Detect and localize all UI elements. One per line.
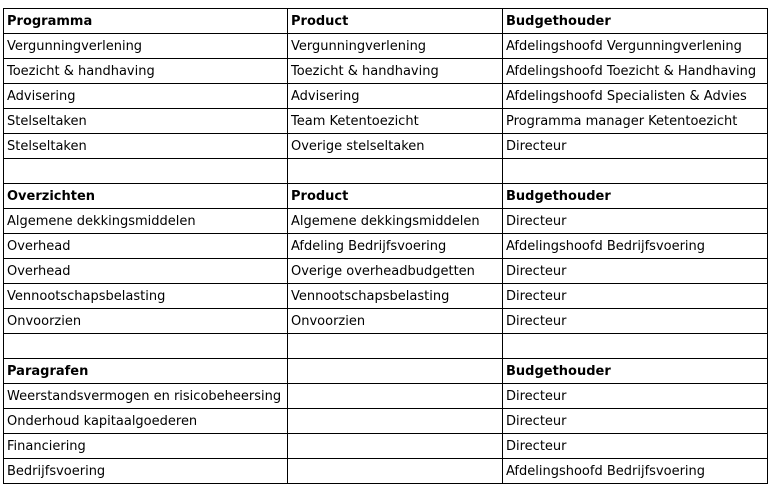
column-header: Budgethouder bbox=[503, 184, 768, 209]
section-header-row bbox=[4, 359, 768, 384]
program-cell: Stelseltaken bbox=[4, 134, 288, 159]
table-row bbox=[4, 309, 768, 334]
product-cell: Advisering bbox=[288, 84, 503, 109]
budgetholder-cell: Directeur bbox=[503, 384, 768, 409]
column-header: Budgethouder bbox=[503, 359, 768, 384]
table-row bbox=[4, 284, 768, 309]
product-cell: Afdeling Bedrijfsvoering bbox=[288, 234, 503, 259]
program-cell: Weerstandsvermogen en risicobeheersing bbox=[4, 384, 288, 409]
budgetholder-cell: Afdelingshoofd Specialisten & Advies bbox=[503, 84, 768, 109]
budgetholder-cell: Afdelingshoofd Toezicht & Handhaving bbox=[503, 59, 768, 84]
column-header bbox=[288, 359, 503, 384]
column-header: Product bbox=[288, 9, 503, 34]
program-cell: Vergunningverlening bbox=[4, 34, 288, 59]
program-cell: Algemene dekkingsmiddelen bbox=[4, 209, 288, 234]
budgetholder-cell: Afdelingshoofd Vergunningverlening bbox=[503, 34, 768, 59]
program-cell: Financiering bbox=[4, 434, 288, 459]
program-cell: Overhead bbox=[4, 259, 288, 284]
program-cell: Onvoorzien bbox=[4, 309, 288, 334]
program-cell bbox=[4, 159, 288, 184]
table-row bbox=[4, 209, 768, 234]
table-row bbox=[4, 59, 768, 84]
column-header: Paragrafen bbox=[4, 359, 288, 384]
product-cell: Onvoorzien bbox=[288, 309, 503, 334]
table-row bbox=[4, 459, 768, 484]
product-cell: Team Ketentoezicht bbox=[288, 109, 503, 134]
program-cell: Toezicht & handhaving bbox=[4, 59, 288, 84]
budgetholder-cell: Directeur bbox=[503, 134, 768, 159]
product-cell bbox=[288, 459, 503, 484]
program-cell: Advisering bbox=[4, 84, 288, 109]
product-cell bbox=[288, 409, 503, 434]
program-cell: Stelseltaken bbox=[4, 109, 288, 134]
table-body bbox=[4, 9, 768, 484]
product-cell bbox=[288, 384, 503, 409]
column-header: Programma bbox=[4, 9, 288, 34]
budget-responsibility-table bbox=[3, 8, 768, 484]
product-cell: Vergunningverlening bbox=[288, 34, 503, 59]
section-header-row bbox=[4, 9, 768, 34]
program-cell: Vennootschapsbelasting bbox=[4, 284, 288, 309]
product-cell: Overige stelseltaken bbox=[288, 134, 503, 159]
product-cell: Overige overheadbudgetten bbox=[288, 259, 503, 284]
table-row bbox=[4, 384, 768, 409]
product-cell: Toezicht & handhaving bbox=[288, 59, 503, 84]
column-header: Product bbox=[288, 184, 503, 209]
budgetholder-cell: Afdelingshoofd Bedrijfsvoering bbox=[503, 459, 768, 484]
program-cell: Onderhoud kapitaalgoederen bbox=[4, 409, 288, 434]
column-header: Overzichten bbox=[4, 184, 288, 209]
program-cell: Bedrijfsvoering bbox=[4, 459, 288, 484]
program-cell: Overhead bbox=[4, 234, 288, 259]
budgetholder-cell: Directeur bbox=[503, 434, 768, 459]
spacer-row bbox=[4, 159, 768, 184]
product-cell bbox=[288, 159, 503, 184]
product-cell: Vennootschapsbelasting bbox=[288, 284, 503, 309]
column-header: Budgethouder bbox=[503, 9, 768, 34]
product-cell bbox=[288, 334, 503, 359]
table-row bbox=[4, 409, 768, 434]
table-row bbox=[4, 134, 768, 159]
budgetholder-cell bbox=[503, 159, 768, 184]
budgetholder-cell: Directeur bbox=[503, 284, 768, 309]
product-cell: Algemene dekkingsmiddelen bbox=[288, 209, 503, 234]
spacer-row bbox=[4, 334, 768, 359]
budgetholder-cell: Directeur bbox=[503, 309, 768, 334]
table-row bbox=[4, 234, 768, 259]
budgetholder-cell: Afdelingshoofd Bedrijfsvoering bbox=[503, 234, 768, 259]
budgetholder-cell: Directeur bbox=[503, 409, 768, 434]
product-cell bbox=[288, 434, 503, 459]
budgetholder-cell: Programma manager Ketentoezicht bbox=[503, 109, 768, 134]
budgetholder-cell bbox=[503, 334, 768, 359]
table-row bbox=[4, 84, 768, 109]
table-row bbox=[4, 434, 768, 459]
program-cell bbox=[4, 334, 288, 359]
budgetholder-cell: Directeur bbox=[503, 259, 768, 284]
table-row bbox=[4, 109, 768, 134]
table-row bbox=[4, 259, 768, 284]
budgetholder-cell: Directeur bbox=[503, 209, 768, 234]
section-header-row bbox=[4, 184, 768, 209]
table-row bbox=[4, 34, 768, 59]
